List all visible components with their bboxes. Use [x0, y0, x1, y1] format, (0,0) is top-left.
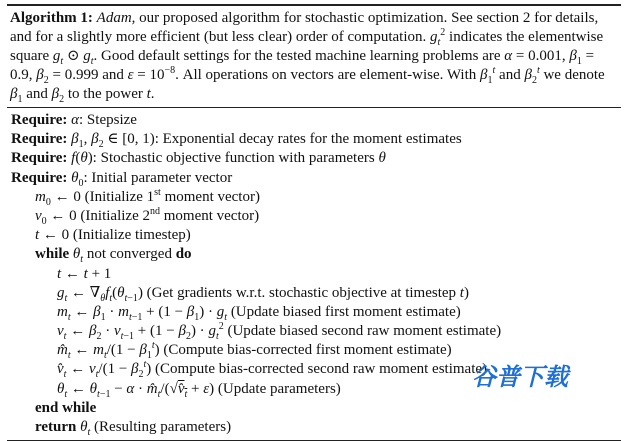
algorithm-caption	[7, 6, 621, 105]
require-desc: : Initial parameter vector	[83, 169, 233, 186]
loop-desc: (Compute bias-corrected first moment estimate)	[159, 342, 452, 359]
end-while-keyword: end while	[35, 399, 97, 416]
loop-desc: (Compute bias-corrected second raw moment estimate)	[151, 361, 488, 378]
while-keyword: while	[35, 246, 70, 263]
require-line: Require: $\theta_0$: Initial parameter vector	[11, 169, 233, 189]
require-keyword: Require:	[11, 131, 68, 148]
require-line: Require: α: Stepsize	[11, 112, 137, 128]
caption-text: , our proposed algorithm for stochastic optimization. See section 2 for details, and for a slightly more efficient (but less clear) order of computation. $g_t^2$ indicates the elementwise square $g_t$ ⊙ $g_t$. Good default settings for the tested machine learning problems are α = 0.001, $\beta_1 = 0.9$, $\beta_2 = 0.999$ and $\varepsilon = 10^{-8}$. All operations on vectors are element-wise. With $\beta_1^t$ and $\beta_2^t$ we denote $\beta_1$ and $\beta_2$ to the power t.	[10, 10, 605, 105]
require-desc: : Exponential decay rates for the moment estimates	[154, 131, 462, 148]
do-keyword: do	[175, 246, 192, 263]
watermark-text: 谷普下载	[472, 363, 568, 391]
require-line: Require: f(θ): Stochastic objective function with parameters θ	[11, 150, 386, 167]
loop-desc: (Update parameters)	[214, 380, 341, 397]
loop-line: $\theta_t$ ← $\theta_{t-1} - \alpha$ · $m̂_t/(√v̂_t + \varepsilon)$ (Update parameters)	[57, 380, 341, 400]
init-line: $v_0$ ← 0 (Initialize 2nd moment vector)	[35, 205, 260, 227]
loop-line: $m̂_t$ ← $m_t/(1 - \beta_1^t)$ (Compute bias-corrected first moment estimate)	[57, 340, 452, 362]
watermark-logo	[468, 359, 618, 393]
loop-line: $g_t$ ← $\nabla_\theta f_t(\theta_{t-1})$ (Get gradients w.r.t. stochastic objective at timestep t)	[57, 284, 469, 304]
loop-line: $m_t$ ← $\beta_1 \cdot m_{t-1} + (1 - \beta_1) \cdot g_t$ (Update biased first moment estimate)	[57, 303, 461, 323]
end-while-line	[11, 399, 617, 418]
while-line: while $\theta_t$ not converged do	[35, 246, 192, 266]
loop-desc: (Update biased first moment estimate)	[227, 303, 461, 320]
return-desc: (Resulting parameters)	[90, 419, 232, 435]
require-desc: : Stepsize	[79, 112, 137, 128]
loop-line: $v̂_t$ ← $v_t/(1 - \beta_2^t)$ (Compute bias-corrected second raw moment estimate)	[57, 359, 488, 381]
init-desc: (Initialize timestep)	[69, 227, 191, 244]
init-line: t ← 0 (Initialize timestep)	[35, 227, 191, 244]
caption-name: Adam	[96, 10, 132, 26]
require-keyword: Require:	[11, 112, 68, 128]
caption-label: Algorithm 1:	[10, 10, 93, 26]
require-keyword: Require:	[11, 150, 68, 167]
return-keyword: return	[35, 419, 77, 435]
require-keyword: Require:	[11, 169, 68, 186]
loop-desc: (Update biased second raw moment estimate)	[223, 323, 502, 340]
init-line: $m_0$ ← 0 (Initialize 1st moment vector)	[35, 186, 260, 208]
loop-line: $v_t$ ← $\beta_2 \cdot v_{t-1} + (1 - \beta_2) \cdot g_t^2$ (Update biased second raw moment estimate)	[57, 321, 502, 343]
require-line: Require: $\beta_1$, $\beta_2$ ∈ [0, 1): Exponential decay rates for the moment estimates	[11, 131, 462, 151]
return-line: return $\theta_t$ (Resulting parameters)	[35, 419, 232, 438]
loop-line: t ← t + 1	[57, 265, 112, 282]
